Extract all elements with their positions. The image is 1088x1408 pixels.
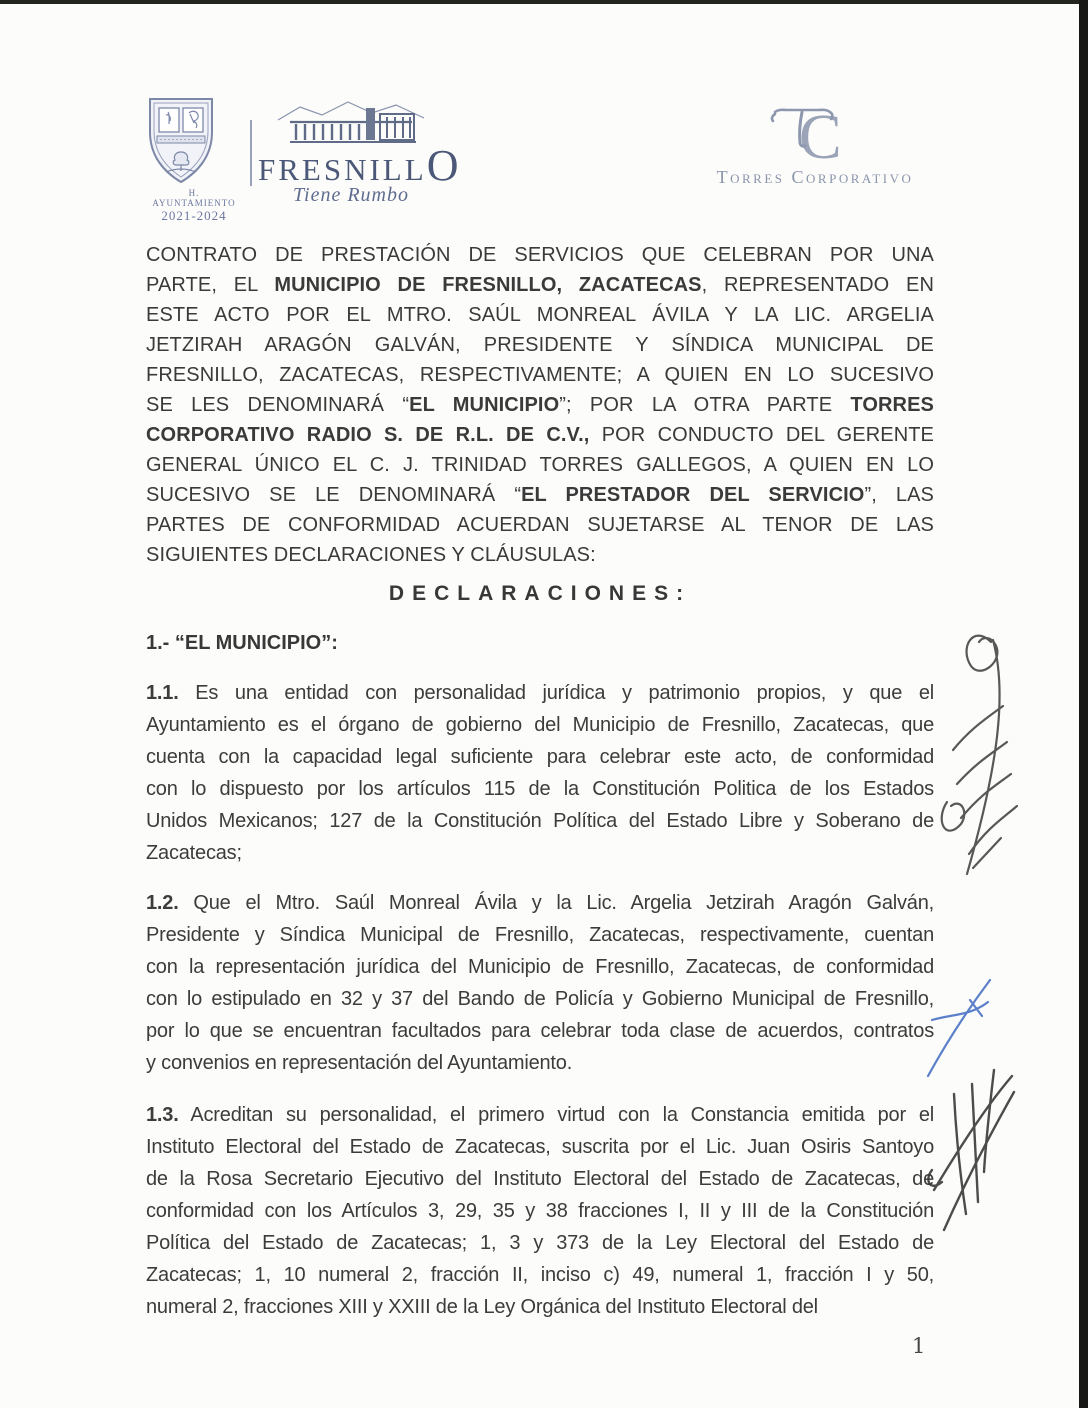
torres-corporativo-name: Torres Corporativo — [716, 167, 914, 187]
clause-1-2: 1.2. Que el Mtro. Saúl Monreal Ávila y la Lic. Argelia Jetzirah Aragón Galván, Presidente y Síndica Municipal de Fresnillo, Zacatecas, respectivamente, cuentan con la representación jurídica del Municipio de Fresnillo, Zacatecas, de conformidad con lo estipulado en 32 y 37 del Bando de Policía y Gobierno Municipal de Fresnillo, por lo que se encuentran facultados para celebrar toda clase de acuerdos, contratos y convenios en representación del Ayuntamiento. — [146, 892, 934, 1074]
crest-caption: H. AYUNTAMIENTO — [152, 188, 236, 208]
crest-shield-icon — [146, 96, 216, 186]
scan-right-edge — [1079, 0, 1088, 1408]
scan-top-edge — [0, 0, 1088, 4]
initials-scribble-icon — [922, 1052, 1026, 1242]
section-1-title: 1.- “EL MUNICIPIO”: — [146, 632, 338, 654]
fresnillo-logo — [258, 100, 459, 207]
torres-corporativo-logo — [698, 102, 932, 188]
colonnade-icon — [276, 100, 426, 148]
municipal-crest — [146, 96, 242, 224]
clause-1-3: 1.3. Acreditan su personalidad, el primero virtud con la Constancia emitida por el Instituto Electoral del Estado de Zacatecas, suscrita por el Lic. Juan Osiris Santoyo de la Rosa Secretario Ejecutivo del Instituto Electoral del Estado de Zacatecas, de conformidad con los Artículos 3, 29, 35 y 38 fracciones I, II y III de la Constitución Política del Estado de Zacatecas; 1, 3 y 373 de la Ley Electoral del Estado de Zacatecas; 1, 10 numeral 2, fracción II, inciso c) 49, numeral 1, fracción I y 50, numeral 2, fracciones XIII y XXIII de la Ley Orgánica del Instituto Electoral del — [146, 1104, 934, 1318]
crest-years: 2021-2024 — [161, 208, 227, 223]
fresnillo-wordmark-o: O — [426, 141, 459, 190]
tc-monogram-icon — [755, 102, 875, 166]
logo-divider — [250, 120, 252, 186]
contract-body — [146, 240, 934, 1323]
margin-signature-icon — [933, 622, 1045, 894]
declarations-heading: DECLARACIONES: — [388, 582, 692, 605]
fresnillo-wordmark-text: FRESNILL — [258, 152, 427, 187]
fresnillo-slogan: Tiene Rumbo — [293, 184, 409, 206]
svg-text:C: C — [799, 102, 842, 166]
fresnillo-wordmark — [258, 141, 459, 190]
page-number: 1 — [912, 1334, 926, 1358]
clause-1-1: 1.1. Es una entidad con personalidad jurídica y patrimonio propios, y que el Ayuntamiento es el órgano de gobierno del Municipio de Fresnillo, Zacatecas, que cuenta con la capacidad legal suficiente para celebrar este acto, de conformidad con lo dispuesto por los artículos 115 de la Constitución Politica de los Estados Unidos Mexicanos; 127 de la Constitución Política del Estado Libre y Soberano de Zacatecas; — [146, 682, 934, 864]
intro-paragraph: CONTRATO DE PRESTACIÓN DE SERVICIOS QUE CELEBRAN POR UNA PARTE, EL MUNICIPIO DE FRESNILLO, ZACATECAS, REPRESENTADO EN ESTE ACTO POR EL MTRO. SAÚL MONREAL ÁVILA Y LA LIC. ARGELIA JETZIRAH ARAGÓN GALVÁN, PRESIDENTE Y SÍNDICA MUNICIPAL DE FRESNILLO, ZACATECAS, RESPECTIVAMENTE; A QUIEN EN LO SUCESIVO SE LES DENOMINARÁ “EL MUNICIPIO”; POR LA OTRA PARTE TORRES CORPORATIVO RADIO S. DE R.L. DE C.V., POR CONDUCTO DEL GERENTE GENERAL ÚNICO EL C. J. TRINIDAD TORRES GALLEGOS, A QUIEN EN LO SUCESIVO SE LE DENOMINARÁ “EL PRESTADOR DEL SERVICIO”, LAS PARTES DE CONFORMIDAD ACUERDAN SUJETARSE AL TENOR DE LAS SIGUIENTES DECLARACIONES Y CLÁUSULAS: — [146, 244, 934, 566]
